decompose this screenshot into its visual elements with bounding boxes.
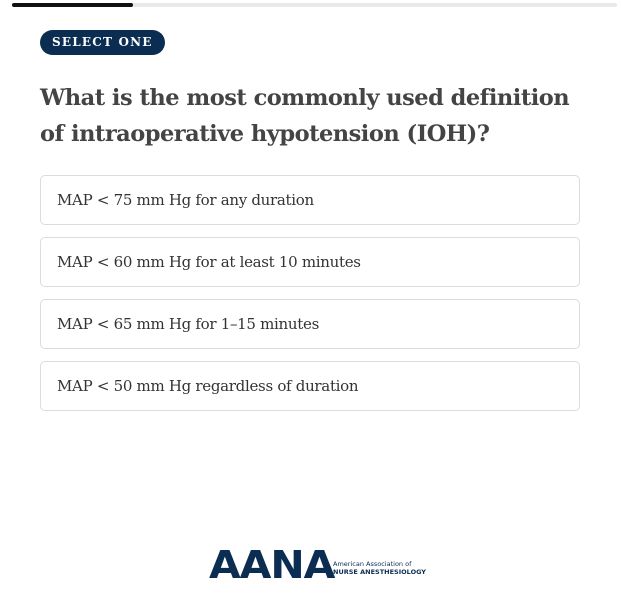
answer-option-1[interactable] <box>40 175 580 225</box>
aana-logo-mark: AANA <box>209 543 335 587</box>
answer-option-3[interactable] <box>40 299 580 349</box>
answer-option-label: MAP < 60 mm Hg for at least 10 minutes <box>57 253 361 271</box>
answer-option-label: MAP < 50 mm Hg regardless of duration <box>57 377 359 395</box>
select-one-badge: SELECT ONE <box>40 30 165 55</box>
answer-option-label: MAP < 75 mm Hg for any duration <box>57 191 314 209</box>
progress-bar-fill <box>12 3 133 7</box>
progress-bar <box>12 3 617 7</box>
aana-logo-line2: NURSE ANESTHESIOLOGY <box>333 568 427 576</box>
aana-logo-line1: American Association of <box>333 560 412 568</box>
aana-logo-text <box>333 560 426 582</box>
answer-option-4[interactable] <box>40 361 580 411</box>
answer-option-2[interactable] <box>40 237 580 287</box>
answer-option-label: MAP < 65 mm Hg for 1–15 minutes <box>57 315 319 333</box>
answer-options <box>40 175 580 423</box>
question-title: What is the most commonly used definition of intraoperative hypotension (IOH)? <box>40 85 570 147</box>
aana-logo <box>209 543 427 587</box>
